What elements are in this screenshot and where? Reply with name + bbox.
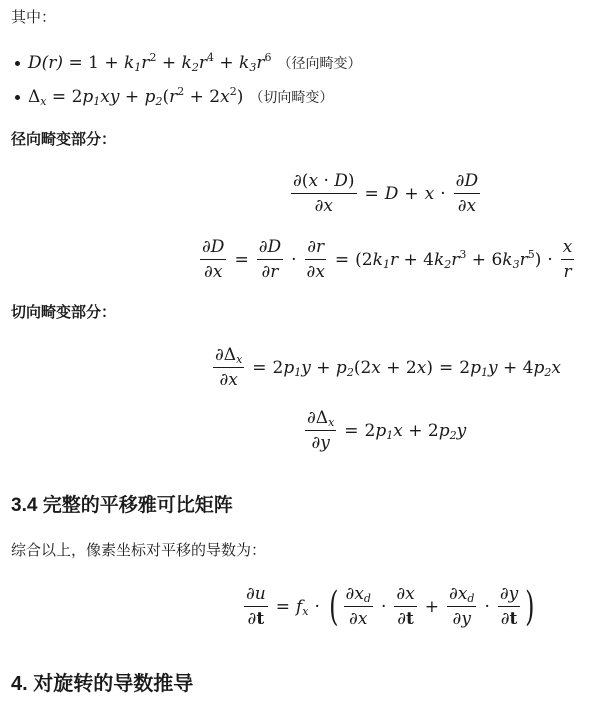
section-3-4-heading: 3.4 完整的平移雅可比矩阵 (11, 495, 233, 516)
bullet-dot (15, 61, 20, 66)
section-4-heading: 4. 对旋转的导数推导 (11, 673, 194, 695)
equation-translation-jacobian: $\frac{\partial u}{\partial t}$ = $f_x$ · ( $\frac{\partial x_d}{\partial x}$ · $\frac{\partial x}{\partial t}$ + $\frac{\partial x_d}{\partial y}$ · $\frac{\partial y}{\partial t}$ ) (246, 583, 535, 630)
tangential-note: （切向畸变） (249, 89, 334, 105)
radial-heading: 径向畸变部分： (11, 131, 117, 148)
summary-text: 综合以上，像素坐标对平移的导数为： (11, 542, 267, 559)
equation-tangential-dx: $\frac{\partial\Delta_x}{\partial x}$ = $2p_1y + p_2(2x + 2x)$ = $2p_1y + 4p_2x$ (215, 345, 561, 390)
radial-note: （径向畸变） (277, 55, 362, 71)
tangential-distortion-formula: $\Delta_x = 2p_1xy + p_2(r^2 + 2x^2)$ （切向畸变） (28, 85, 334, 108)
radial-distortion-formula: $D(r) = 1 + k_1r^2 + k_2r^4 + k_3r^6$ （径向畸变） (28, 51, 362, 74)
equation-tangential-dy: $\frac{\partial\Delta_x}{\partial y}$ = $2p_1x + 2p_2y$ (307, 408, 467, 453)
intro-label: 其中： (11, 9, 57, 26)
equation-product-rule: $\frac{\partial(x \cdot D)}{\partial x}$ = D + x · $\frac{\partial D}{\partial x}$ (293, 171, 479, 216)
bullet-dot (15, 95, 20, 100)
equation-chain-rule: $\frac{\partial D}{\partial x}$ = $\frac{\partial D}{\partial r}$ · $\frac{\partial r}{\partial x}$ = $(2k_1r + 4k_2r^3 + 6k_3r^5)$ · $\frac{x}{r}$ (202, 237, 573, 282)
tangential-heading: 切向畸变部分： (11, 304, 117, 321)
